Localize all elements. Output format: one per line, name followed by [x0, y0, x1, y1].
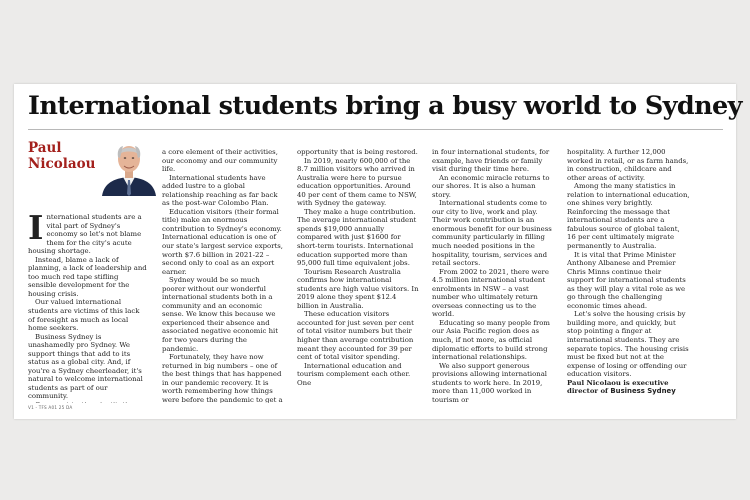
- author-last-name: Nicolaou: [28, 156, 96, 172]
- paragraph: These education visitors accounted for just seven per cent of total visitor numbers but their higher than average contribution meant they accounted for 39 per cent of total visitor spending.: [297, 310, 414, 362]
- paragraph: International students come to our city to live, work and play. Their work contribution is an enormous benefit for our business community particularly in filling much needed positions in the hospitality, tourism, services and retail sectors.: [432, 199, 552, 268]
- headline: International students bring a busy world to Sydney: [28, 91, 742, 121]
- author-portrait: [98, 136, 160, 196]
- author-name: [28, 140, 96, 172]
- author-tagline: [567, 379, 690, 396]
- paragraph: [28, 401, 148, 403]
- paragraph: They make a huge contribution. The average international student spends $19,000 annually compared with just $1600 for short-term tourists. International education supported more than 95,000 full time equivalent jobs.: [297, 207, 417, 268]
- author-byline: [28, 136, 148, 204]
- paragraph: in four international students, for example, have friends or family visit during their time here.: [432, 148, 550, 174]
- paragraph: Educating so many people from our Asia Pacific region does as much, if not more, as official diplomatic efforts to build strong international relationships.: [432, 318, 550, 362]
- newspaper-clipping: [14, 84, 742, 419]
- paragraph: An economic miracle returns to our shores. It is also a human story.: [432, 173, 550, 199]
- paragraph: Tourism Research Australia confirms how international students are high value visitors. In 2019 alone they spent $12.4 billion in Australia.: [297, 267, 419, 310]
- paragraph: Our valued international students are victims of this lack of foresight as much as local home seekers.: [28, 298, 140, 333]
- author-portrait-image: [98, 136, 160, 196]
- paragraph: Fortunately, they have now returned in big numbers – one of the best things that has happened in our pandemic recovery. It is worth remembering how things were before the pandemic to get a: [162, 353, 283, 403]
- paragraph: a core element of their activities, our economy and our community life.: [162, 148, 278, 174]
- paragraph: hospitality. A further 12,000 worked in retail, or as farm hands, in construction, childcare and other areas of activity.: [567, 148, 689, 182]
- tagline-text: Paul Nicolaou is executive director of: [567, 378, 669, 396]
- paragraph: Sydney would be so much poorer without our wonderful international students both in a community and an economic sense. We know this because we experienced their absence and associated negative economic hit for two years during the pandemic.: [162, 276, 278, 353]
- paragraph: We also support generous provisions allowing international students to work here. In 2019, more than 11,000 worked in tourism or: [432, 361, 548, 403]
- article-column-5: [567, 148, 690, 403]
- paragraph: Let's solve the housing crisis by building more, and quickly, but stop pointing a finger at international students. They are separate topics. The housing crisis must be fixed but not at the expense of losing or offending our education visitors.: [567, 310, 689, 379]
- article-column-4: [432, 148, 555, 403]
- article-column-1: [28, 213, 148, 403]
- article-column-2: [162, 148, 285, 403]
- paragraph: Education visitors (their formal title) make an enormous contribution to Sydney's economy. International education is one of our state's largest service exports, worth $7.6 billion in 2021-22 – second only to coal as an export earner.: [162, 207, 283, 276]
- drop-cap: I: [28, 213, 44, 247]
- paragraph: International education and tourism complement each other. One: [297, 361, 411, 387]
- paragraph: nternational students are a vital part of Sydney's economy so let's not blame them for the city's acute housing shortage.: [28, 213, 142, 256]
- paragraph: It is vital that Prime Minister Anthony Albanese and Premier Chris Minns continue their support for international students as they will play a vital role as we go through the challenging economic times ahead.: [567, 250, 686, 310]
- tagline-organisation: Business Sydney: [610, 387, 676, 396]
- paragraph: opportunity that is being restored.: [297, 148, 418, 156]
- paragraph: Business Sydney is unashamedly pro Sydney. We support things that add to its status as a global city. And, if you're a Sydney cheerleader, it's natural to welcome international students as part of our community.: [28, 332, 143, 401]
- paragraph: In 2019, nearly 600,000 of the 8.7 million visitors who arrived in Australia were here to pursue education opportunities. Around 40 per cent of them came to NSW, with Sydney the gateway.: [297, 156, 417, 208]
- page-footer: V1 - TFS A01 25 DA: [28, 405, 73, 410]
- paragraph: Instead, blame a lack of planning, a lack of leadership and too much red tape stifling sensible development for the housing crisis.: [28, 255, 147, 298]
- paragraph: Among the many statistics in relation to international education, one shines very brightly. Reinforcing the message that international students are a fabulous source of global talent, 16 per cent ultimately migrate permanently to Australia.: [567, 182, 690, 251]
- author-first-name: Paul: [28, 140, 62, 156]
- headline-rule: [28, 129, 723, 130]
- paragraph: From 2002 to 2021, there were 4.5 million international student enrolments in NSW – a vast number who ultimately return overseas connecting us to the world.: [432, 267, 549, 319]
- paragraph: International students have added lustre to a global relationship reaching as far back as the post-war Colombo Plan.: [162, 173, 278, 208]
- article-column-3: [297, 148, 420, 403]
